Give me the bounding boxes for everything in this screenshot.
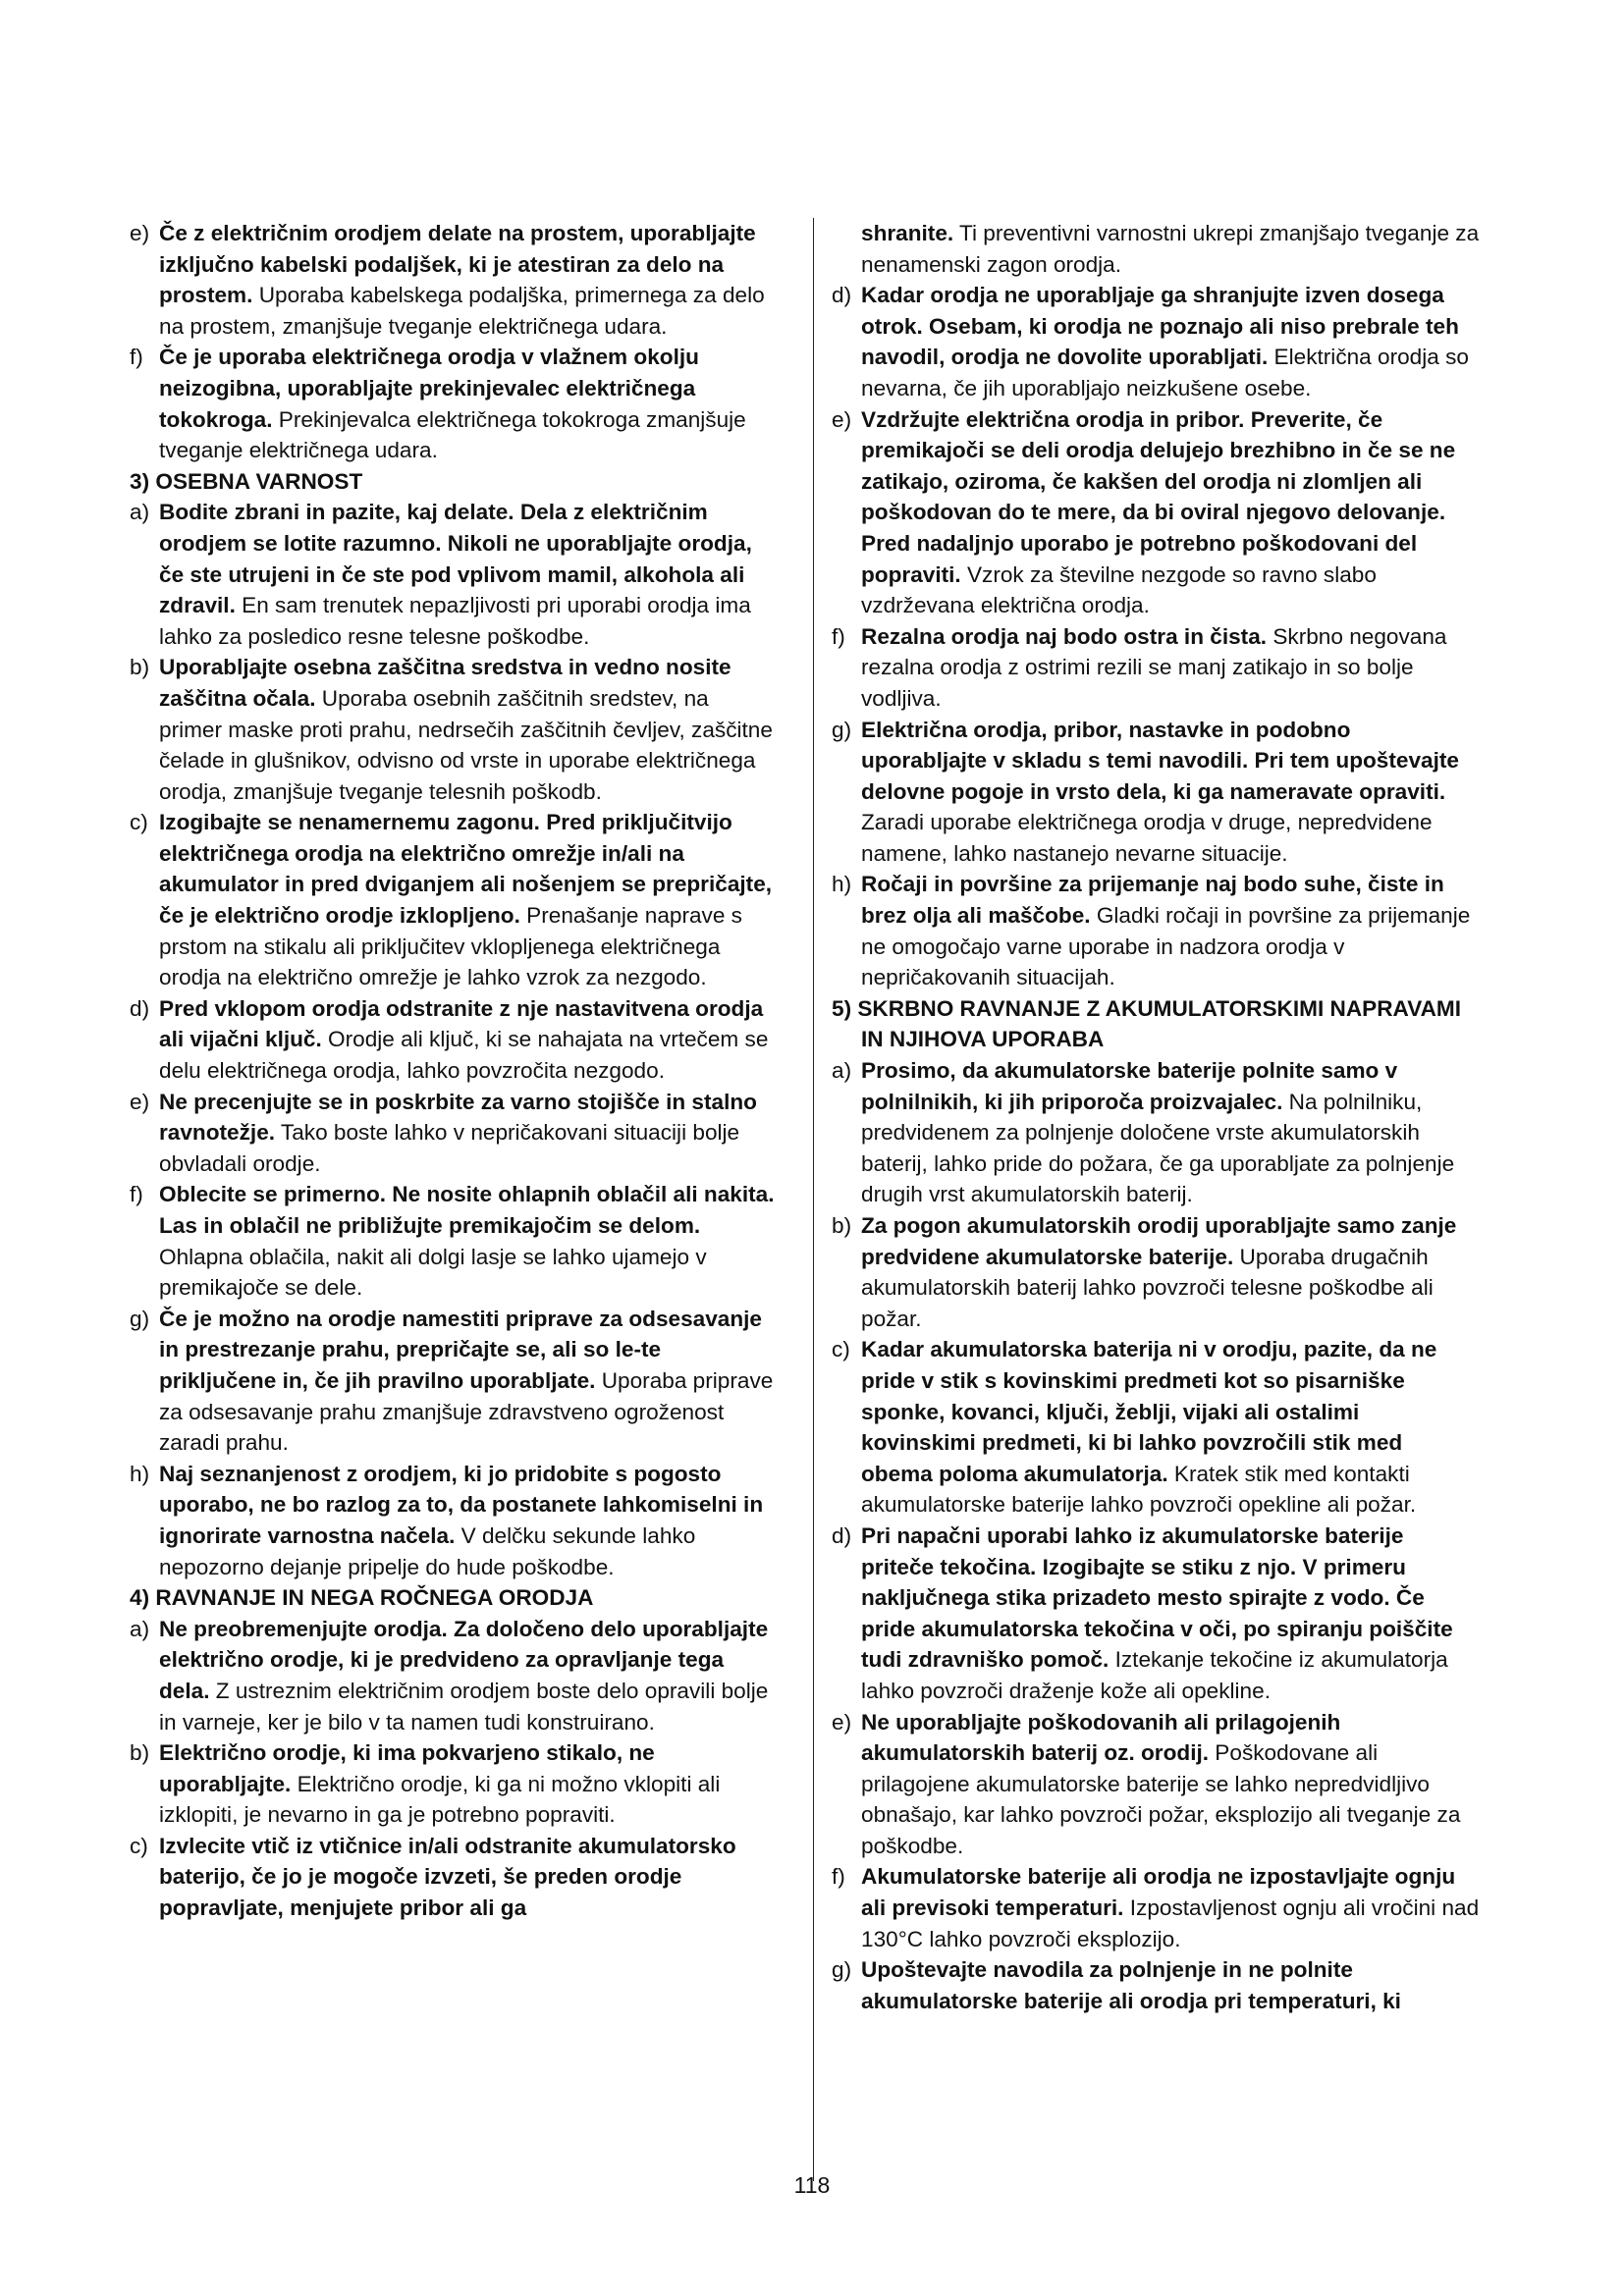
item-marker: g) [130, 1306, 150, 1331]
instruction-item-h-dry-handles [832, 869, 1480, 992]
item-marker: f) [832, 1864, 845, 1890]
instruction-text: Zaradi uporabe električnega orodja v druge, nepredvidene namene, lahko nastanejo nevarne situacije. [861, 810, 1433, 866]
instruction-bold: Električno orodje, ki ima pokvarjeno stikalo, ne uporabljajte. [159, 1740, 655, 1796]
instruction-text: Ti preventivni varnostni ukrepi zmanjšajo tveganje za nenamenski zagon orodja. [861, 221, 1480, 277]
instruction-item-c-continued [832, 218, 1480, 280]
instruction-text: Izpostavljenost ognju ali vročini nad 130°C lahko povzroči eksplozijo. [861, 1896, 1480, 1951]
instruction-bold: Rezalna orodja naj bodo ostra in čista. [861, 623, 1268, 649]
instruction-bold: shranite. [861, 221, 954, 245]
item-marker: d) [130, 995, 150, 1021]
instruction-text: Z ustreznim električnim orodjem boste delo opravili bolje in varneje, ker je bilo v ta namen tudi konstruirano. [159, 1678, 769, 1735]
instruction-item-b-designated-batteries [832, 1210, 1480, 1334]
instruction-text: Orodje ali ključ, ki se nahajata na vrtečem se delu električnega orodja, lahko povzročita nezgodo. [159, 1027, 769, 1084]
instruction-bold: Pred vklopom orodja odstranite z nje nastavitvena orodja ali vijačni ključ. [159, 995, 764, 1052]
instruction-bold: Akumulatorske baterije ali orodja ne izpostavljajte ognju ali previsoki temperaturi. [861, 1864, 1456, 1921]
instruction-bold: Ne uporabljajte poškodovanih ali prilagojenih akumulatorskih baterij oz. orodij. [861, 1709, 1341, 1766]
item-marker: e) [130, 221, 150, 245]
item-marker: f) [832, 623, 845, 649]
instruction-text: Električna orodja so nevarna, če jih uporabljajo neizkušene osebe. [861, 345, 1469, 400]
item-marker: h) [130, 1461, 150, 1486]
instruction-bold: Oblecite se primerno. Ne nosite ohlapnih oblačil ali nakita. Las in oblačil ne približujte premikajočim se delom. [159, 1182, 775, 1238]
instruction-item-g-charging-instructions [832, 1954, 1480, 2016]
instruction-bold: Če z električnim orodjem delate na prostem, uporabljajte izključno kabelski podaljšek, ki je atestiran za delo na prostem. [159, 221, 756, 308]
instruction-text: En sam trenutek nepazljivosti pri uporabi orodja ima lahko za posledico resne telesne poškodbe. [159, 593, 751, 649]
instruction-item-g-dust-extraction [130, 1304, 778, 1459]
instruction-bold: Za pogon akumulatorskih orodij uporabljajte samo zanje predvidene akumulatorske baterije. [861, 1213, 1457, 1269]
instruction-bold: Kadar orodja ne uporabljaje ga shranjujte izven dosega otrok. Osebam, ki orodja ne poznajo ali niso prebrale teh navodil, orodja ne dovolite uporabljati. [861, 283, 1459, 370]
instruction-item-b-protective-equipment [130, 652, 778, 807]
section-heading-battery-care: 5) SKRBNO RAVNANJE Z AKUMULATORSKIMI NAPRAVAMI IN NJIHOVA UPORABA [832, 995, 1461, 1052]
instruction-bold: Ne precenjujte se in poskrbite za varno stojišče in stalno ravnotežje. [159, 1089, 757, 1146]
instruction-item-e-outdoor-extension [130, 218, 778, 342]
instruction-bold: Naj seznanjenost z orodjem, ki jo pridobite s pogosto uporabo, ne bo razlog za to, da postanete lahkomiselni in ignorirate varnostna načela. [159, 1461, 764, 1548]
instruction-bold: Kadar akumulatorska baterija ni v orodju, pazite, da ne pride v stik s kovinskimi predmeti kot so pisarniške sponke, kovanci, ključi, žeblji, vijaki ali ostalimi kovinskimi predmeti, ki bi lahko povzročili stik med obema poloma akumulatorja. [861, 1337, 1437, 1486]
instruction-item-e-damaged-batteries [832, 1707, 1480, 1862]
instruction-text: V delčku sekunde lahko nepozorno dejanje pripelje do hude poškodbe. [159, 1522, 696, 1579]
item-marker: d) [832, 1522, 852, 1548]
instruction-bold: Električna orodja, pribor, nastavke in podobno uporabljajte v skladu s temi navodili. Pri tem upoštevajte delovne pogoje in vrsto dela, ki ga nameravate opraviti. [861, 717, 1459, 804]
section-heading-personal-safety: 3) OSEBNA VARNOST [130, 468, 363, 494]
instruction-text: Gladki ročaji in površine za prijemanje ne omogočajo varne uporabe in nadzora orodja v nepričakovanih situacijah. [861, 903, 1471, 990]
item-marker: g) [832, 717, 852, 742]
instruction-item-f-dress-properly [130, 1179, 778, 1303]
instruction-item-a-do-not-overload [130, 1614, 778, 1737]
instruction-text: Tako boste lahko v nepričakovani situaciji bolje obvladali orodje. [159, 1120, 740, 1176]
instruction-item-e-maintain-tools [832, 404, 1480, 621]
instruction-bold: Uporabljajte osebna zaščitna sredstva in vedno nosite zaščitna očala. [159, 655, 731, 711]
instruction-bold: Pri napačni uporabi lahko iz akumulatorske baterije priteče tekočina. Izogibajte se stiku z njo. V primeru naključnega stika prizadeto mesto spirajte z vodo. Če pride akumulatorska tekočina v oči, po spiranju poiščite tudi zdravniško pomoč. [861, 1522, 1453, 1673]
instruction-item-d-store-away-from-children [832, 280, 1480, 403]
instruction-bold: Izvlecite vtič iz vtičnice in/ali odstranite akumulatorsko baterijo, če jo je mogoče izvzeti, še preden orodje popravljate, menjujete pribor ali ga [159, 1833, 736, 1921]
item-marker: b) [832, 1213, 852, 1238]
instruction-item-h-complacency [130, 1459, 778, 1582]
instruction-item-b-faulty-switch [130, 1737, 778, 1831]
item-marker: b) [130, 655, 150, 680]
instruction-bold: Vzdržujte električna orodja in pribor. Preverite, če premikajoči se deli orodja delujejo brezhibno in če se ne zatikajo, oziroma, če kakšen del orodja ni zlomljen ali poškodovan do te mere, da bi oviral njegovo delovanje. Pred nadaljnjo uporabo je potrebno poškodovani del popraviti. [861, 406, 1456, 587]
instruction-item-c-metal-objects [832, 1334, 1480, 1521]
item-marker: e) [832, 406, 852, 432]
item-marker: b) [130, 1740, 150, 1766]
instruction-text: Prekinjevalca električnega tokokroga zmanjšuje tveganje električnega udara. [159, 406, 746, 463]
item-marker: d) [832, 283, 852, 308]
instruction-item-g-use-per-instructions [832, 715, 1480, 870]
page-number: 118 [793, 2172, 831, 2198]
instruction-item-d-battery-liquid [832, 1521, 1480, 1707]
instruction-bold: Ročaji in površine za prijemanje naj bodo suhe, čiste in brez olja ali maščobe. [861, 872, 1444, 929]
instruction-item-a-stay-alert [130, 497, 778, 652]
instruction-item-c-disconnect-before-service [130, 1831, 778, 1924]
instruction-bold: Če je možno na orodje namestiti priprave za odsesavanje in prestrezanje prahu, prepričajte se, ali so le-te priključene in, če jih pravilno uporabljate. [159, 1306, 762, 1393]
instruction-text: Ohlapna oblačila, nakit ali dolgi lasje se lahko ujamejo v premikajoče se dele. [159, 1244, 707, 1301]
instruction-text: Električno orodje, ki ga ni možno vklopiti ali izklopiti, je nevarno in ga je potrebno popraviti. [159, 1771, 721, 1828]
instruction-bold: Bodite zbrani in pazite, kaj delate. Dela z električnim orodjem se lotite razumno. Nikoli ne uporabljajte orodja, če ste utrujeni in če ste pod vplivom mamil, alkohola ali zdravil. [159, 500, 752, 618]
item-marker: a) [832, 1058, 852, 1084]
left-column [130, 218, 778, 1924]
instruction-item-c-unintended-start [130, 807, 778, 993]
item-marker: f) [130, 345, 143, 370]
instruction-text: Iztekanje tekočine iz akumulatorja lahko povzroči draženje kože ali opekline. [861, 1647, 1448, 1703]
instruction-text: Uporaba drugačnih akumulatorskih baterij lahko povzroči telesne poškodbe ali požar. [861, 1244, 1434, 1331]
instruction-bold: Če je uporaba električnega orodja v vlažnem okolju neizogibna, uporabljajte prekinjevalec električnega tokokroga. [159, 345, 699, 432]
instruction-text: Na polnilniku, predvidenem za polnjenje določene vrste akumulatorskih baterij, lahko pride do požara, če ga uporabljate za polnjenje drugih vrst akumulatorskih baterij. [861, 1089, 1455, 1207]
instruction-text: Poškodovane ali prilagojene akumulatorske baterije se lahko nepredvidljivo obnašajo, kar lahko povzroči požar, eksplozijo ali tveganje za poškodbe. [861, 1740, 1461, 1858]
instruction-item-e-footing [130, 1087, 778, 1180]
instruction-text: Uporaba osebnih zaščitnih sredstev, na primer maske proti prahu, nedrsečih zaščitnih čevljev, zaščitne čelade in glušnikov, odvisno od vrste in uporabe električnega orodja, zmanjšuje tveganje telesnih poškodb. [159, 685, 773, 804]
item-marker: c) [130, 810, 148, 835]
item-marker: f) [130, 1182, 143, 1207]
instruction-text: Skrbno negovana rezalna orodja z ostrimi rezili se manj zatikajo in so bolje vodljiva. [861, 623, 1447, 711]
item-marker: e) [130, 1089, 150, 1114]
instruction-text: Vzrok za številne nezgode so ravno slabo vzdrževana električna orodja. [861, 561, 1377, 618]
instruction-bold: Izogibajte se nenamernemu zagonu. Pred priključitvijo električnega orodja na električno omrežje in/ali na akumulator in pred dviganjem ali nošenjem se prepričajte, če je električno orodje izklopljeno. [159, 810, 773, 929]
instruction-text: Uporaba priprave za odsesavanje prahu zmanjšuje zdravstveno ogroženost zaradi prahu. [159, 1367, 774, 1456]
instruction-bold: Ne preobremenjujte orodja. Za določeno delo uporabljajte električno orodje, ki je predvideno za opravljanje tega dela. [159, 1616, 769, 1703]
item-marker: a) [130, 500, 150, 525]
instruction-text: Uporaba kabelskega podaljška, primernega za delo na prostem, zmanjšuje tveganje električnega udara. [159, 283, 765, 339]
item-marker: h) [832, 872, 852, 897]
instruction-item-f-fire-temperature [832, 1861, 1480, 1954]
instruction-bold: Prosimo, da akumulatorske baterije polnite samo v polnilnikih, ki jih priporoča proizvajalec. [861, 1058, 1398, 1114]
instruction-item-d-remove-keys [130, 993, 778, 1087]
item-marker: c) [130, 1833, 148, 1858]
instruction-item-f-sharp-clean-cutters [832, 621, 1480, 715]
instruction-item-f-residual-current [130, 342, 778, 465]
item-marker: c) [832, 1337, 850, 1362]
instruction-text: Prenašanje naprave s prstom na stikalu ali priključitev vklopljenega električnega orodja na električno omrežje je lahko vzrok za nezgodo. [159, 903, 742, 990]
instruction-item-a-recommended-charger [832, 1055, 1480, 1210]
item-marker: g) [832, 1957, 852, 1983]
right-column [832, 218, 1480, 2016]
instruction-text: Kratek stik med kontakti akumulatorske baterije lahko povzroči opekline ali požar. [861, 1461, 1417, 1518]
item-marker: a) [130, 1616, 150, 1641]
column-divider [813, 218, 814, 2181]
section-heading-tool-care: 4) RAVNANJE IN NEGA ROČNEGA ORODJA [130, 1585, 594, 1611]
instruction-bold: Upoštevajte navodila za polnjenje in ne polnite akumulatorske baterije ali orodja pri temperaturi, ki [861, 1957, 1401, 2013]
item-marker: e) [832, 1709, 852, 1735]
